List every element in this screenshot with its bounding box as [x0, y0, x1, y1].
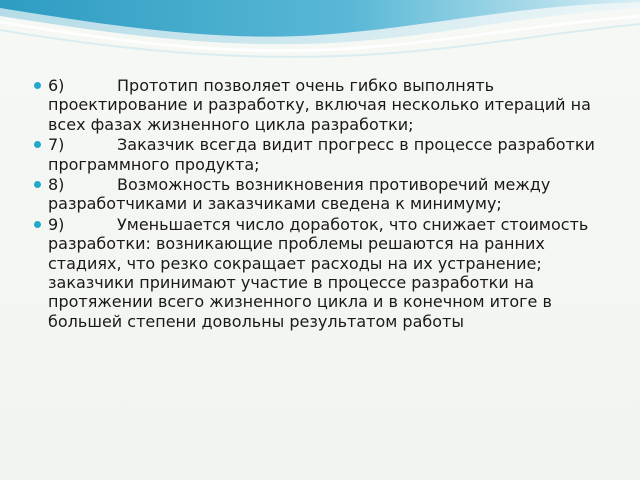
item-text: разработки программного продукта; — [48, 135, 595, 174]
item-text: разработчиками и заказчиками сведена к минимуму; — [48, 194, 502, 214]
item-text-first-line: Прототип позволяет очень гибко выполнять — [117, 76, 495, 95]
wave-header-decoration — [0, 0, 640, 62]
item-text-first-line: Возможность возникновения противоречий между — [117, 175, 551, 195]
list-item — [34, 175, 608, 214]
bullet-icon — [34, 141, 41, 148]
item-number: 8) — [48, 175, 65, 195]
bullet-icon — [34, 82, 41, 89]
item-text: стоимость разработки: возникающие проблемы решаются на ранних стадиях, что резко сокращает расходы на их устранение; заказчики принимают участие в процессе разработки на протяжении всего жизненного цикла и в конечном итоге в большей степени довольны результатом работы — [48, 214, 589, 331]
item-number: 7) — [48, 135, 65, 155]
item-number: 6) — [48, 76, 65, 95]
bullet-list — [34, 76, 608, 332]
item-text-first-line: Уменьшается число доработок, что снижает — [117, 214, 496, 234]
item-text-first-line: Заказчик всегда видит прогресс в процессе — [117, 135, 493, 155]
item-text: проектирование и разработку, включая несколько итераций на всех фазах жизненного цикла разработки; — [48, 95, 591, 134]
list-item — [34, 215, 608, 331]
item-number: 9) — [48, 214, 65, 234]
bullet-icon — [34, 221, 41, 228]
bullet-icon — [34, 181, 41, 188]
list-item — [34, 135, 608, 174]
list-item — [34, 76, 608, 134]
